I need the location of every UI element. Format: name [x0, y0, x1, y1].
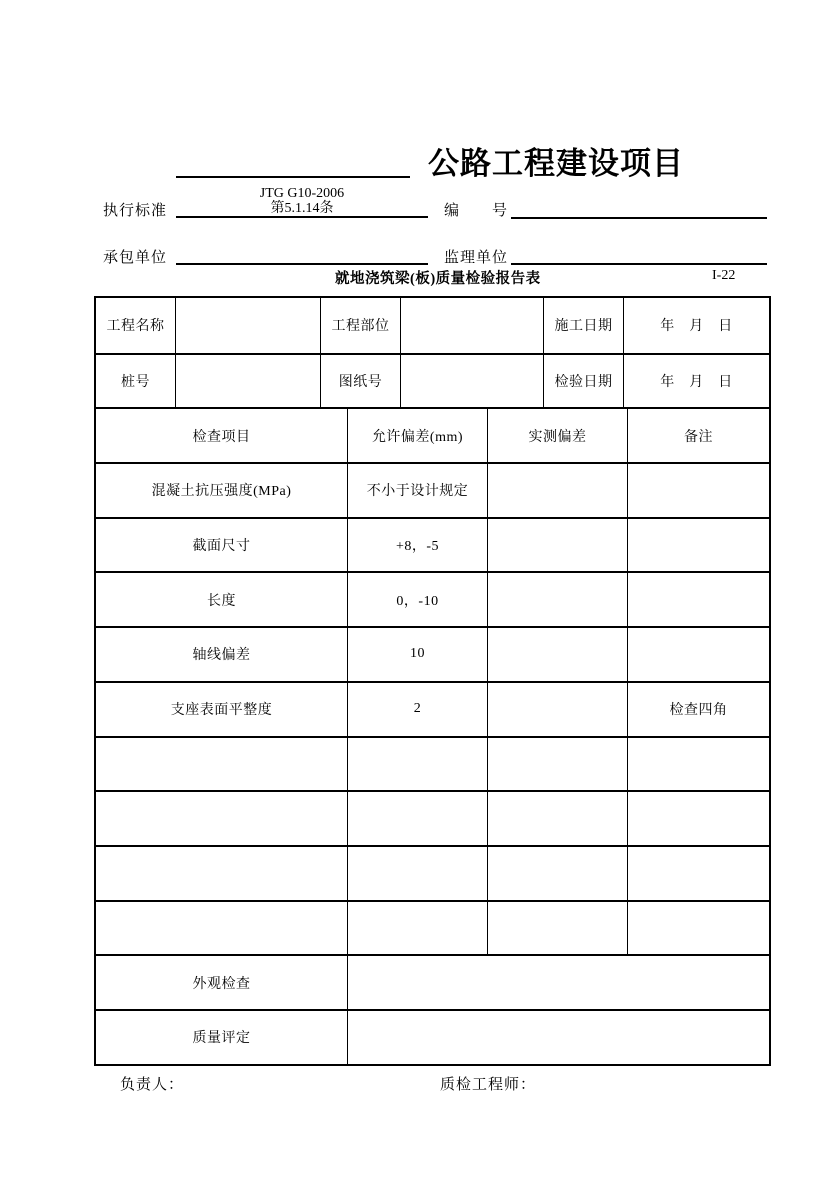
info-table	[96, 298, 769, 407]
summary-value-cell[interactable]	[347, 1009, 769, 1064]
remark-cell[interactable]	[627, 517, 769, 572]
item-name-cell: 轴线偏差	[96, 626, 347, 681]
measured-cell[interactable]	[487, 790, 627, 845]
item-name-cell[interactable]	[96, 845, 347, 900]
measured-cell[interactable]	[487, 517, 627, 572]
form-subtitle: 就地浇筑梁(板)质量检验报告表	[335, 271, 541, 287]
remark-cell: 检查四角	[627, 681, 769, 736]
item-name-cell[interactable]	[96, 790, 347, 845]
tolerance-cell: +8，-5	[347, 517, 487, 572]
tolerance-cell[interactable]	[347, 790, 487, 845]
info-label: 检验日期	[543, 353, 623, 408]
exec-standard-label: 执行标准	[103, 203, 168, 219]
title-underline	[176, 147, 410, 178]
measured-cell[interactable]	[487, 736, 627, 791]
inspection-table	[96, 407, 769, 954]
item-name-cell[interactable]	[96, 736, 347, 791]
info-label: 施工日期	[543, 298, 623, 353]
info-label: 图纸号	[320, 353, 400, 408]
tolerance-cell[interactable]	[347, 736, 487, 791]
summary-label: 外观检查	[96, 954, 347, 1009]
tolerance-cell: 不小于设计规定	[347, 462, 487, 517]
column-header: 检查项目	[96, 407, 347, 462]
info-date-cell[interactable]: 年 月 日	[623, 298, 769, 353]
measured-cell[interactable]	[487, 845, 627, 900]
contractor-label: 承包单位	[103, 250, 168, 266]
remark-cell[interactable]	[627, 790, 769, 845]
item-name-cell: 支座表面平整度	[96, 681, 347, 736]
serial-number-label: 编 号	[444, 203, 509, 219]
responsible-person-label: 负责人：	[120, 1077, 185, 1093]
supervisor-field[interactable]	[511, 235, 767, 265]
column-header: 允许偏差(mm)	[347, 407, 487, 462]
measured-cell[interactable]	[487, 462, 627, 517]
measured-cell[interactable]	[487, 571, 627, 626]
column-header: 备注	[627, 407, 769, 462]
tolerance-cell[interactable]	[347, 845, 487, 900]
remark-cell[interactable]	[627, 462, 769, 517]
measured-cell[interactable]	[487, 900, 627, 955]
item-name-cell: 长度	[96, 571, 347, 626]
item-name-cell[interactable]	[96, 900, 347, 955]
column-header: 实测偏差	[487, 407, 627, 462]
info-label: 工程部位	[320, 298, 400, 353]
info-value-cell[interactable]	[175, 353, 320, 408]
summary-label: 质量评定	[96, 1009, 347, 1064]
contractor-field[interactable]	[176, 235, 428, 265]
report-table	[94, 296, 771, 1066]
page-title: 公路工程建设项目	[428, 146, 684, 181]
info-label: 工程名称	[106, 319, 165, 335]
info-value-cell[interactable]	[400, 298, 543, 353]
remark-cell[interactable]	[627, 900, 769, 955]
tolerance-cell: 0，-10	[347, 571, 487, 626]
exec-standard-field	[176, 186, 428, 218]
summary-value-cell[interactable]	[347, 954, 769, 1009]
info-value-cell[interactable]	[175, 298, 320, 353]
measured-cell[interactable]	[487, 681, 627, 736]
form-code: I-22	[712, 268, 736, 283]
info-value-cell[interactable]	[400, 353, 543, 408]
info-date-cell[interactable]: 年 月 日	[623, 353, 769, 408]
summary-table	[96, 954, 769, 1063]
item-name-cell: 截面尺寸	[96, 517, 347, 572]
exec-standard-value-line2: 第5.1.14条	[270, 201, 334, 216]
exec-standard-value-line1: JTG G10-2006	[259, 186, 345, 201]
tolerance-cell[interactable]	[347, 900, 487, 955]
quality-engineer-label: 质检工程师：	[440, 1077, 537, 1093]
tolerance-cell: 10	[347, 626, 487, 681]
remark-cell[interactable]	[627, 845, 769, 900]
tolerance-cell: 2	[347, 681, 487, 736]
remark-cell[interactable]	[627, 736, 769, 791]
info-label: 桩号	[96, 353, 175, 408]
item-name-cell: 混凝土抗压强度(MPa)	[96, 462, 347, 517]
supervisor-label: 监理单位	[444, 250, 509, 266]
remark-cell[interactable]	[627, 626, 769, 681]
serial-number-field[interactable]	[511, 188, 767, 219]
measured-cell[interactable]	[487, 626, 627, 681]
remark-cell[interactable]	[627, 571, 769, 626]
